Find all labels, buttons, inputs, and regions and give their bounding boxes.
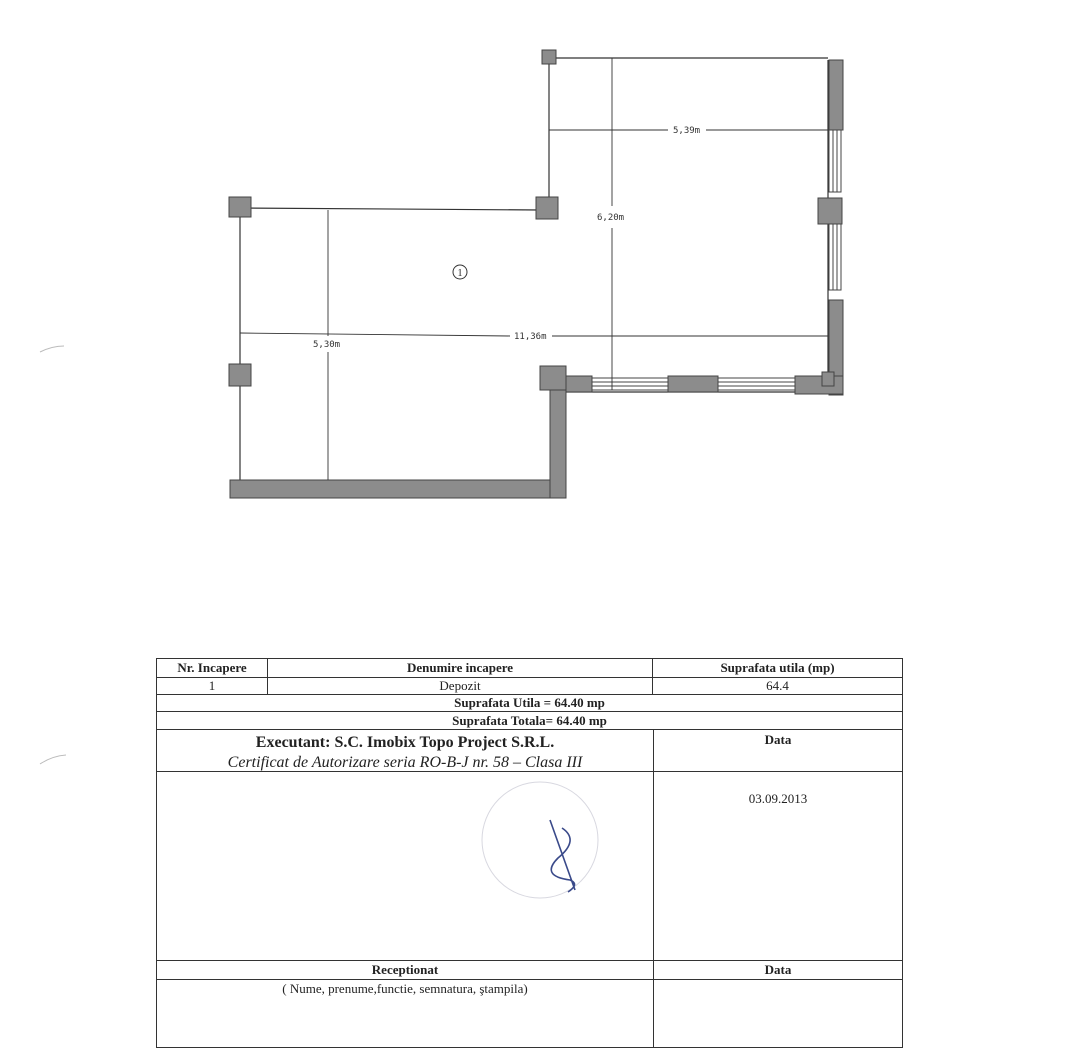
executant-text: Executant: S.C. Imobix Topo Project S.R.L. <box>255 734 555 751</box>
total-useful-area: Suprafata Utila = 64.40 mp <box>454 695 605 710</box>
wall-bottom-right <box>566 376 592 392</box>
pillar <box>229 364 251 386</box>
dimension-left-height-label: 5,30m <box>313 340 341 350</box>
header-room-name: Denumire incapere <box>406 660 514 675</box>
pillar <box>542 50 556 64</box>
wall-bottom <box>230 480 566 498</box>
pillar <box>818 198 842 224</box>
executant-line <box>157 733 653 752</box>
header-useful-area: Suprafata utila (mp) <box>720 660 835 675</box>
wall-bottom-mid <box>668 376 718 392</box>
dimension-top-label: 5,39m <box>673 126 701 136</box>
pillar <box>822 372 834 386</box>
date-label: Data <box>764 732 792 747</box>
wall-step <box>550 388 566 498</box>
wall-right <box>829 60 843 130</box>
room-number: 1 <box>457 268 463 279</box>
window <box>829 224 841 290</box>
receptionat-note: ( Nume, prenume,functie, semnatura, ştampila) <box>282 981 528 996</box>
window <box>718 378 795 390</box>
total-area: Suprafata Totala= 64.40 mp <box>452 713 607 728</box>
wall-bottom-corner <box>795 376 843 394</box>
pillar <box>536 197 558 219</box>
date-value: 03.09.2013 <box>748 791 808 806</box>
row-room-number: 1 <box>208 678 216 693</box>
window <box>829 130 841 192</box>
scan-mark <box>30 750 100 770</box>
pillar <box>540 366 566 390</box>
receptionat-label: Receptionat <box>371 962 439 977</box>
window <box>592 378 668 390</box>
date-label-2: Data <box>764 962 792 977</box>
pillar <box>229 197 251 217</box>
header-room-number: Nr. Incapere <box>177 660 247 675</box>
stamp-and-signature <box>430 780 650 900</box>
certificate-line: Certificat de Autorizare seria RO-B-J nr. 58 – Clasa III <box>227 754 583 771</box>
dimension-right-height-label: 6,20m <box>597 213 625 223</box>
dimension-length-label: 11,36m <box>514 332 547 342</box>
row-useful-area: 64.4 <box>766 678 789 693</box>
row-room-name: Depozit <box>439 678 481 693</box>
